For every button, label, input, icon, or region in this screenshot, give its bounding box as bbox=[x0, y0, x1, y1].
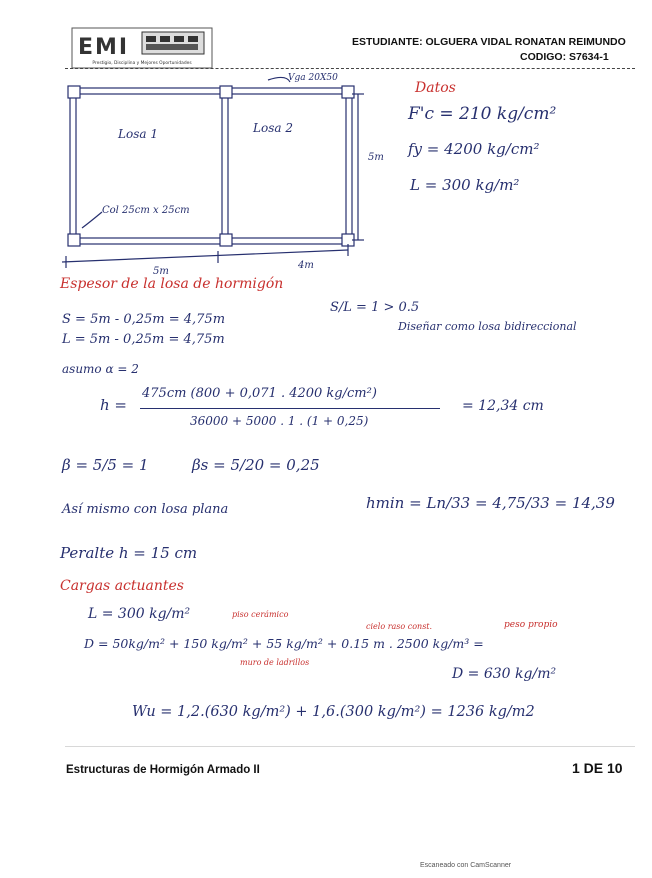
logo-mark: EMI bbox=[78, 35, 130, 60]
height-dimension: 5m bbox=[368, 152, 384, 163]
beta-s: βs = 5/20 = 0,25 bbox=[192, 456, 320, 474]
alpha-assumption: asumo α = 2 bbox=[62, 362, 139, 376]
logo bbox=[72, 28, 212, 68]
span-1-dimension: 5m bbox=[153, 266, 169, 277]
h-denominator: 36000 + 5000 . 1 . (1 + 0,25) bbox=[190, 414, 369, 428]
note-muro-ladrillos: muro de ladrillos bbox=[240, 658, 310, 667]
header-rule bbox=[65, 68, 635, 69]
datos-live-load: L = 300 kg/m² bbox=[410, 176, 520, 194]
note-piso-ceramico: piso cerámico bbox=[232, 610, 289, 619]
datos-fy: fy = 4200 kg/cm² bbox=[408, 140, 540, 158]
l-clear-span: L = 5m - 0,25m = 4,75m bbox=[62, 332, 225, 347]
design-note: Diseñar como losa bidireccional bbox=[398, 320, 577, 333]
logo-subtitle: Prestigio, Disciplina y Mejores Oportunidades bbox=[92, 61, 192, 66]
datos-title: Datos bbox=[415, 80, 456, 96]
span-ratio: S/L = 1 > 0.5 bbox=[330, 300, 420, 315]
beta: β = 5/5 = 1 bbox=[62, 456, 149, 474]
scanner-watermark: Escaneado con CamScanner bbox=[420, 862, 512, 869]
h-numerator: 475cm (800 + 0,071 . 4200 kg/cm²) bbox=[142, 386, 377, 401]
h-label: h = bbox=[100, 396, 127, 414]
h-fraction-bar bbox=[140, 408, 440, 409]
slab-2-label: Losa 2 bbox=[253, 121, 293, 135]
losa-plana-note: Así mismo con losa plana bbox=[62, 502, 229, 517]
note-peso-propio: peso propio bbox=[504, 620, 558, 630]
beam-label: Vga 20X50 bbox=[288, 73, 338, 83]
slab-plan-diagram bbox=[58, 70, 384, 280]
datos-fc: F'c = 210 kg/cm² bbox=[408, 104, 557, 124]
footer-rule bbox=[65, 746, 635, 747]
espesor-title: Espesor de la losa de hormigón bbox=[60, 276, 284, 292]
hmin-formula: hmin = Ln/33 = 4,75/33 = 14,39 bbox=[366, 494, 615, 512]
column-label: Col 25cm x 25cm bbox=[102, 205, 190, 216]
dead-load-result: D = 630 kg/m² bbox=[452, 666, 557, 682]
cargas-title: Cargas actuantes bbox=[60, 578, 184, 594]
h-result: = 12,34 cm bbox=[462, 398, 544, 414]
page-number: 1 DE 10 bbox=[572, 760, 623, 776]
slab-1-label: Losa 1 bbox=[118, 127, 158, 141]
peralte: Peralte h = 15 cm bbox=[60, 544, 198, 562]
course-name: Estructuras de Hormigón Armado II bbox=[66, 764, 260, 776]
factored-load: Wu = 1,2.(630 kg/m²) + 1,6.(300 kg/m²) = 1236 kg/m2 bbox=[132, 704, 535, 720]
live-load: L = 300 kg/m² bbox=[88, 606, 191, 622]
s-clear-span: S = 5m - 0,25m = 4,75m bbox=[62, 312, 226, 327]
student-code: CODIGO: S7634-1 bbox=[520, 51, 609, 63]
note-cielo-raso: cielo raso const. bbox=[366, 622, 433, 631]
dead-load: D = 50kg/m² + 150 kg/m² + 55 kg/m² + 0.15 m . 2500 kg/m³ = bbox=[84, 636, 484, 651]
student-name: ESTUDIANTE: OLGUERA VIDAL RONATAN REIMUNDO bbox=[352, 36, 626, 48]
span-2-dimension: 4m bbox=[298, 260, 314, 271]
